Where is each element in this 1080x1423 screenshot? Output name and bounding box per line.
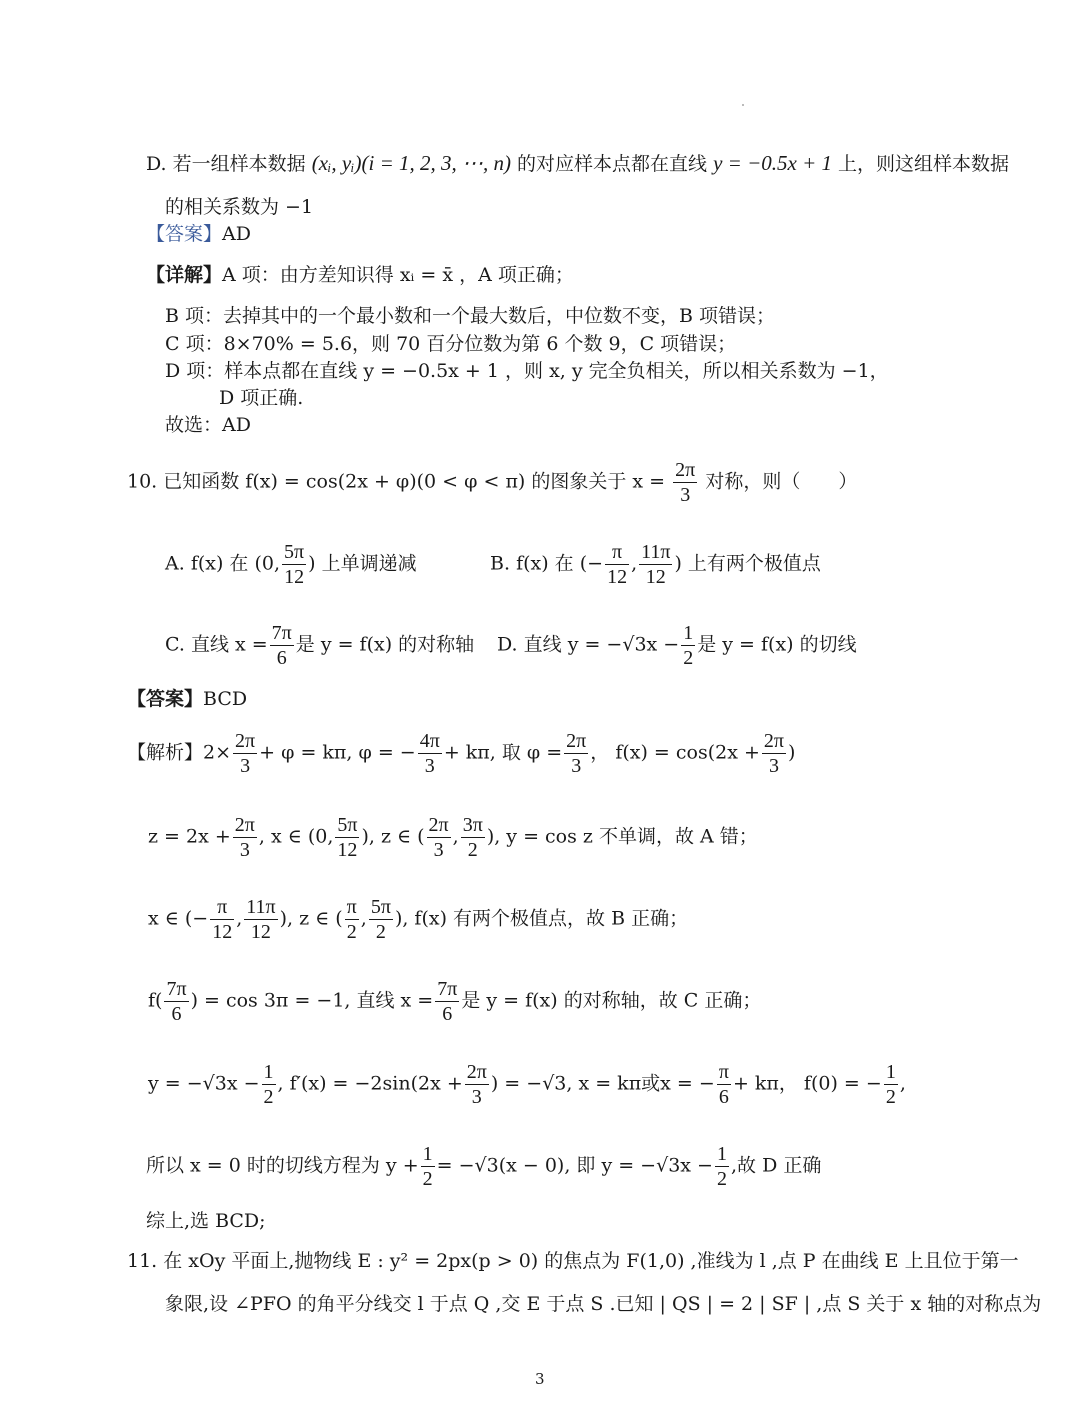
math-text: 2× [203,741,232,764]
separator: , [631,552,638,575]
fraction [639,540,672,589]
denominator: 2 [375,921,386,943]
numerator: 2π [763,730,785,752]
fraction [418,729,442,778]
denominator: 2 [263,1086,274,1108]
question-11-line-2: 象限,设 ∠PFO 的角平分线交 l 于点 Q ,交 E 于点 S .已知 | QS | = 2 | SF | ,点 S 关于 x 轴的对称点为 [165,1293,1042,1315]
math-text: ), z ∈ ( [361,825,425,848]
math-text: ) = cos 3π = −1, 直线 x = [190,989,434,1012]
option-text: ) 上有两个极值点 [674,552,821,575]
fraction [762,729,786,778]
numerator: 2π [235,730,256,752]
fraction [465,1060,489,1109]
math-text: ,故 D 正确 [730,1154,822,1177]
fraction [715,1142,729,1191]
numerator: 7π [437,978,458,1000]
detail-9-c: C 项：8×70% = 5.6，则 70 百分位数为第 6 个数 9，C 项错误； [165,333,737,355]
solution-tag: 【解析】 [127,741,204,764]
denominator: 3 [471,1086,482,1108]
solution-10-line-6 [146,1142,821,1191]
fraction [164,977,188,1026]
fraction [210,895,234,944]
solution-10-line-4 [148,977,761,1026]
solution-10-line-5 [148,1060,906,1109]
numerator: 5π [337,814,358,836]
math-text: ) = −√3, x = kπ或x = − [490,1072,715,1095]
stem-text: 已知函数 f(x) = cos(2x + φ)(0 < φ < π) 的图象关于 x = [163,470,666,493]
denominator: 3 [680,484,691,506]
option-label: D. [497,633,518,656]
denominator: 12 [212,921,233,943]
numerator: 1 [683,622,694,644]
fraction [233,729,257,778]
q10-option-d [497,621,857,670]
detail-text: A 项：由方差知识得 xᵢ = x̄ ，A 项正确； [222,264,574,286]
fraction [673,458,697,507]
fraction [681,621,695,670]
question-number: 11. [127,1250,158,1272]
denominator: 12 [284,566,305,588]
option-label: B. [490,552,511,575]
numerator: π [605,540,629,565]
denominator: 3 [768,755,779,777]
denominator: 3 [433,839,444,861]
numerator: 2π [234,814,255,836]
math-expr: (xᵢ, yᵢ)(i = 1, 2, 3, ⋯, n) [311,151,511,175]
numerator: 3π [462,814,483,836]
fraction [421,1142,435,1191]
fraction [717,1060,731,1109]
numerator: 1 [716,1143,727,1165]
fraction [435,977,459,1026]
fraction [564,729,588,778]
question-11-line-1 [127,1252,1019,1271]
fraction [427,813,451,862]
numerator: 2π [566,730,587,752]
numerator: π [210,895,234,920]
math-text: , [236,907,243,930]
denominator: 12 [250,921,271,943]
solution-10-line-2 [148,813,758,862]
q10-option-c [165,621,474,670]
fraction [884,1060,898,1109]
detail-9-d: D 项：样本点都在直线 y = −0.5x + 1 ，则 x, y 完全负相关，所以相关系数为 −1， [165,360,889,382]
denominator: 12 [645,566,666,588]
q10-option-b [490,540,821,589]
option-text: 是 y = f(x) 的对称轴 [295,633,475,656]
numerator: 2π [466,1061,487,1083]
option-label: A. [165,552,185,575]
numerator: 5π [370,896,391,918]
math-text: , f′(x) = −2sin(2x + [277,1072,463,1095]
math-text: ) [788,741,796,764]
fraction [369,895,393,944]
math-expr: y = −0.5x + 1 [713,151,832,175]
option-text: 直线 x = [190,633,268,656]
option-text: f(x) 在 (− [516,552,604,575]
denominator: 2 [467,839,478,861]
detail-9-b: B 项：去掉其中的一个最小数和一个最大数后，中位数不变，B 项错误； [165,305,776,327]
option-text: 直线 y = −√3x − [523,633,680,656]
q9-option-d [146,153,1009,174]
numerator: 4π [419,730,440,752]
fraction [233,813,257,862]
question-10-stem [127,458,857,507]
denominator: 2 [683,647,694,669]
numerator: 2π [428,814,449,836]
text: 上，则这组样本数据 [838,153,1010,175]
answer-9 [146,225,251,244]
math-text: ), f(x) 有两个极值点，故 B 正确； [394,907,689,930]
detail-9-a [146,266,574,285]
stem-text: 在 xOy 平面上,抛物线 E : y² = 2px(p > 0) 的焦点为 F(1,0) ,准线为 l ,点 P 在曲线 E 上且位于第一 [163,1250,1019,1272]
math-text: + kπ, 取 φ = [443,741,563,764]
math-text: 所以 x = 0 时的切线方程为 y + [146,1154,419,1177]
denominator: 3 [240,755,251,777]
denominator: 3 [424,755,435,777]
stem-text: 对称，则（ ） [705,470,858,493]
math-text: = −√3(x − 0), 即 y = −√3x − [436,1154,713,1177]
numerator: 11π [641,541,671,563]
denominator: 3 [571,755,582,777]
page-number: 3 [535,1370,545,1388]
solution-10-line-3 [148,895,688,944]
answer-tag: 【答案】 [146,223,223,245]
fraction [335,813,359,862]
numerator: 2π [675,459,696,481]
denominator: 3 [239,839,250,861]
fraction [270,621,294,670]
numerator: 1 [263,1061,274,1083]
math-text: 是 y = f(x) 的对称轴，故 C 正确； [461,989,762,1012]
q10-option-a [165,540,417,589]
q9-option-d-line2: 的相关系数为 −1 [165,196,314,218]
detail-9-choose: 故选：AD [165,414,251,436]
denominator: 6 [171,1003,182,1025]
denominator: 2 [885,1086,896,1108]
math-text: , [360,907,367,930]
fraction [461,813,485,862]
fraction [345,895,359,944]
detail-tag: 【详解】 [146,264,223,286]
option-label: D. [146,153,167,175]
fraction [262,1060,276,1109]
numerator: π [346,896,357,918]
answer-value: BCD [203,688,248,710]
numerator: π [718,1061,729,1083]
denominator: 2 [346,921,357,943]
solution-10-line-1 [127,729,795,778]
math-text: f( [148,989,163,1012]
denominator: 6 [442,1003,453,1025]
detail-9-d2: D 项正确. [219,387,304,409]
numerator: 1 [885,1061,896,1083]
answer-value: AD [222,223,251,245]
numerator: 7π [271,622,292,644]
fraction [605,540,629,589]
option-label: C. [165,633,185,656]
numerator: 1 [422,1143,433,1165]
denominator: 12 [337,839,358,861]
denominator: 2 [422,1168,433,1190]
option-text: 是 y = f(x) 的切线 [697,633,857,656]
math-text: z = 2x + [148,825,231,848]
solution-10-conclusion: 综上,选 BCD; [146,1210,266,1232]
math-text: , [899,1072,906,1095]
question-number: 10. [127,470,158,493]
text: 的对应样本点都在直线 [517,153,708,175]
math-text: x ∈ (− [148,907,209,930]
math-text: , x ∈ (0, [258,825,334,848]
denominator: 2 [716,1168,727,1190]
math-text: , [452,825,459,848]
math-text: ， f(x) = cos(2x + [590,741,760,764]
numerator: 7π [166,978,187,1000]
fraction [282,540,306,589]
scan-dot [742,104,744,106]
math-text: + kπ， f(0) = − [732,1072,882,1095]
math-text: + φ = kπ, φ = − [259,741,416,764]
denominator: 12 [607,566,628,588]
option-text: f(x) 在 (0, [190,552,281,575]
text: 若一组样本数据 [172,153,306,175]
option-text: ) 上单调递减 [308,552,417,575]
math-text: ), z ∈ ( [279,907,343,930]
numerator: 11π [246,896,276,918]
answer-tag: 【答案】 [127,688,204,710]
numerator: 5π [284,541,305,563]
fraction [244,895,277,944]
denominator: 6 [718,1086,729,1108]
denominator: 6 [276,647,287,669]
math-text: ), y = cos z 不单调，故 A 错； [486,825,758,848]
answer-10 [127,690,247,709]
math-text: y = −√3x − [148,1072,260,1095]
